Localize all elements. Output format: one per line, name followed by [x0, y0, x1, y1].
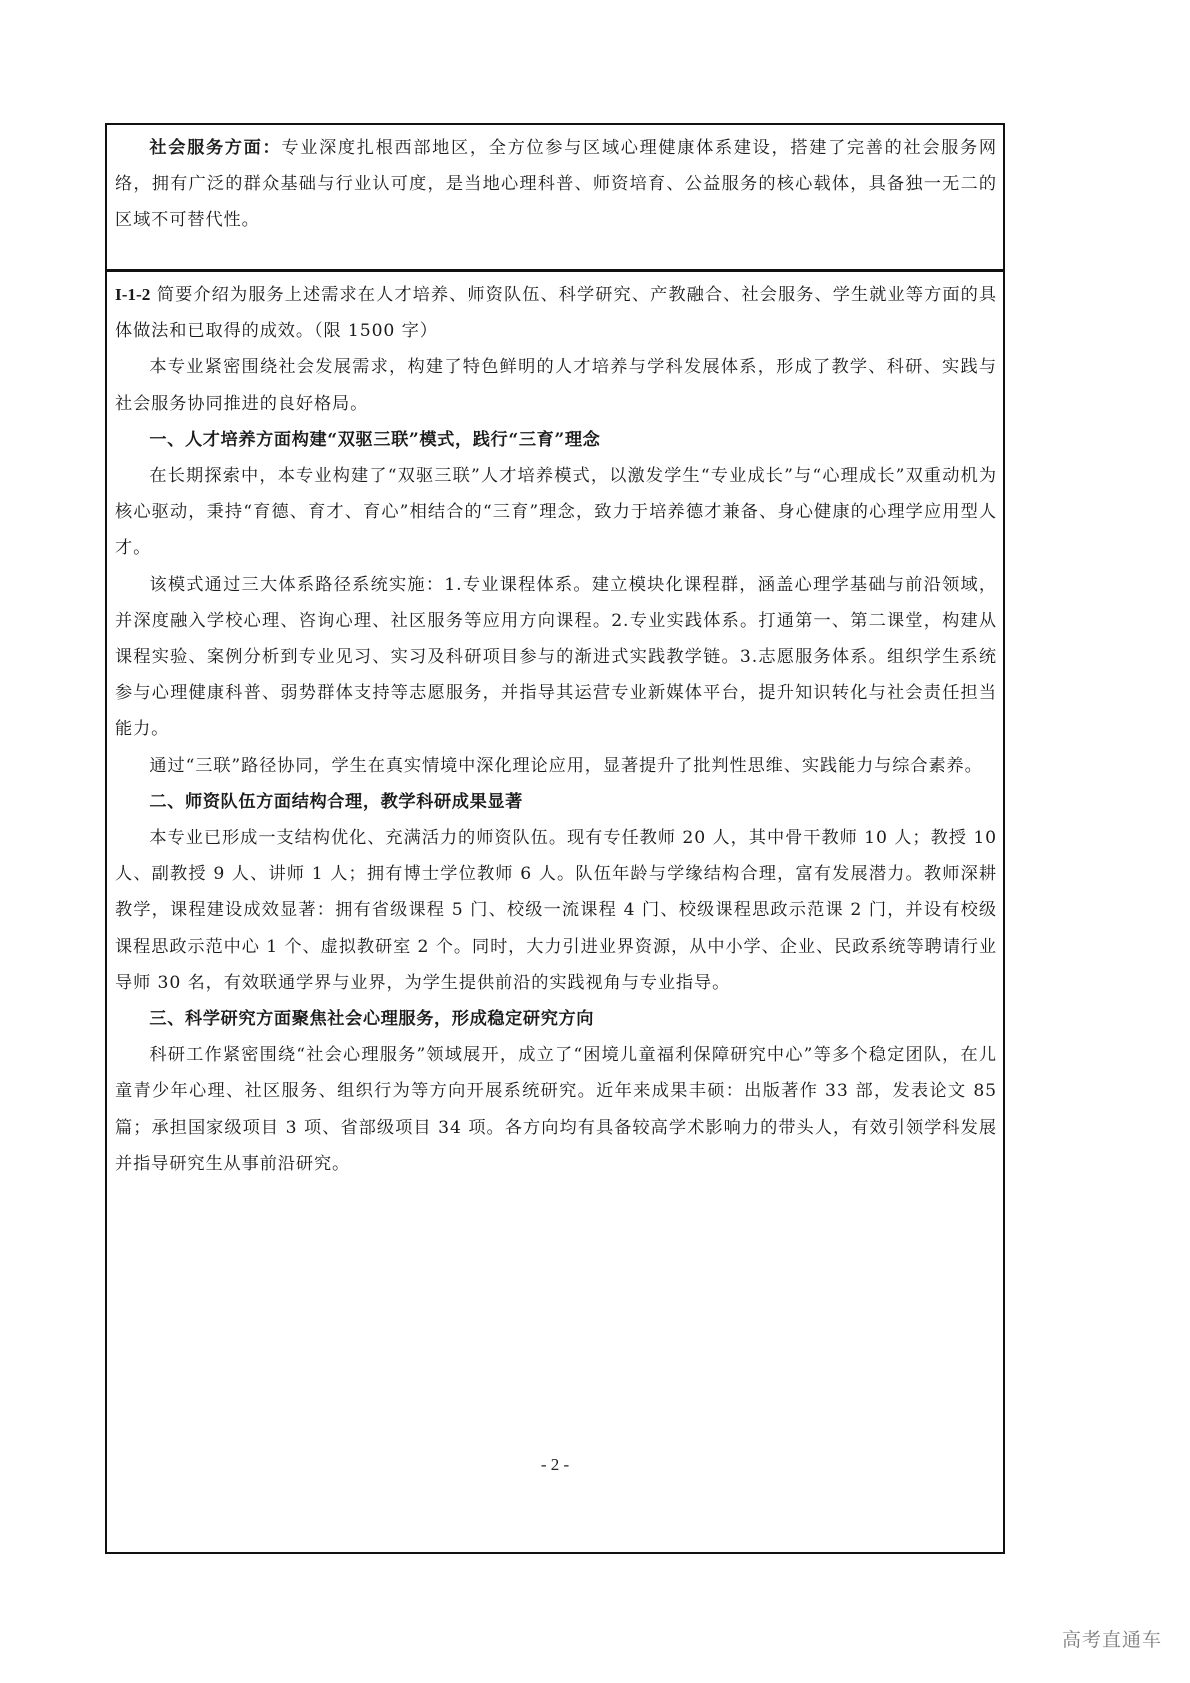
question-prompt: [115, 277, 997, 349]
research-paragraph-1: 科研工作紧密围绕“社会心理服务”领域展开，成立了“困境儿童福利保障研究中心”等多个稳定团队，在儿童青少年心理、社区服务、组织行为等方向开展系统研究。近年来成果丰硕：出版著作 33 部，发表论文 85 篇；承担国家级项目 3 项、省部级项目 34 项。各方向均有具备较高学术影响力的带头人，有效引领学科发展并指导研究生从事前沿研究。: [115, 1045, 997, 1174]
watermark-text: 高考直通车: [1061, 1629, 1162, 1651]
question-text: 简要介绍为服务上述需求在人才培养、师资队伍、科学研究、产教融合、社会服务、学生就业等方面的具体做法和已取得的成效。（限 1500 字）: [115, 285, 997, 342]
talent-paragraph-2: 该模式通过三大体系路径系统实施：1.专业课程体系。建立模块化课程群，涵盖心理学基础与前沿领域，并深度融入学校心理、咨询心理、社区服务等应用方向课程。2.专业实践体系。打通第一、第二课堂，构建从课程实验、案例分析到专业见习、实习及科研项目参与的渐进式实践教学链。3.志愿服务体系。组织学生系统参与心理健康科普、弱势群体支持等志愿服务，并指导其运营专业新媒体平台，提升知识转化与社会责任担当能力。: [115, 574, 997, 740]
page-number: - 2 -: [540, 1455, 570, 1474]
question-number: I-1-2: [115, 285, 151, 304]
section-heading-talent: 一、人才培养方面构建“双驱三联”模式，践行“三育”理念: [149, 429, 601, 450]
section-heading-research: 三、科学研究方面聚焦社会心理服务，形成稳定研究方向: [149, 1009, 595, 1030]
social-service-text: 专业深度扎根西部地区，全方位参与区域心理健康体系建设，搭建了完善的社会服务网络，拥有广泛的群众基础与行业认可度，是当地心理科普、师资培育、公益服务的核心载体，具备独一无二的区域不可替代性。: [115, 138, 997, 231]
talent-paragraph-3: 通过“三联”路径协同，学生在真实情境中深化理论应用，显著提升了批判性思维、实践能力与综合素养。: [149, 755, 983, 776]
social-service-cell: [105, 123, 1005, 269]
intro-paragraph: 本专业紧密围绕社会发展需求，构建了特色鲜明的人才培养与学科发展体系，形成了教学、科研、实践与社会服务协同推进的良好格局。: [115, 357, 997, 414]
social-service-paragraph: [115, 130, 997, 239]
measures-cell: [105, 269, 1005, 1554]
talent-paragraph-1: 在长期探索中，本专业构建了“双驱三联”人才培养模式，以激发学生“专业成长”与“心理成长”双重动机为核心驱动，秉持“育德、育才、育心”相结合的“三育”理念，致力于培养德才兼备、身心健康的心理学应用型人才。: [115, 466, 997, 559]
section-heading-faculty: 二、师资队伍方面结构合理，教学科研成果显著: [149, 791, 523, 812]
social-service-label: 社会服务方面：: [149, 138, 282, 158]
form-table: [105, 123, 1005, 1554]
faculty-paragraph-1: 本专业已形成一支结构优化、充满活力的师资队伍。现有专任教师 20 人，其中骨干教师 10 人；教授 10 人、副教授 9 人、讲师 1 人；拥有博士学位教师 6 人。队伍年龄与学缘结构合理，富有发展潜力。教师深耕教学，课程建设成效显著：拥有省级课程 5 门、校级一流课程 4 门、校级课程思政示范课 2 门，并设有校级课程思政示范中心 1 个、虚拟教研室 2 个。同时，大力引进业界资源，从中小学、企业、民政系统等聘请行业导师 30 名，有效联通学界与业界，为学生提供前沿的实践视角与专业指导。: [115, 828, 997, 993]
